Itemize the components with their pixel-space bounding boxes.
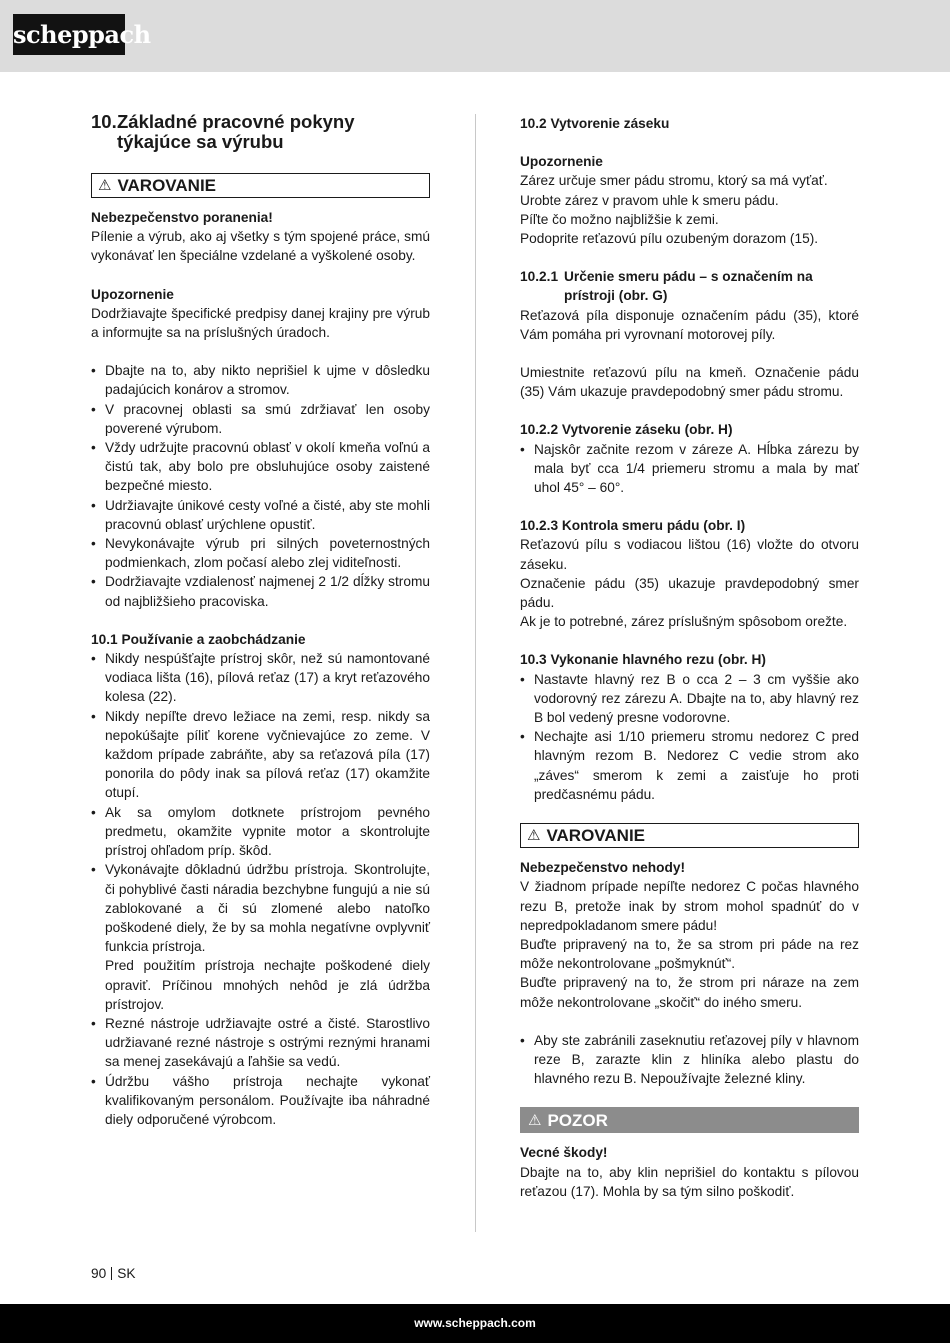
- list-item: • Ak sa omylom dotknete prístrojom pevného predmetu, okamžite vypnite motor a skontrolujte prístroj ohľadom príp. škôd.: [91, 803, 430, 861]
- scheppach-logo: scheppach: [13, 14, 125, 55]
- language-code: SK: [117, 1266, 136, 1281]
- header-bar: [0, 0, 950, 72]
- maintenance-text-2: Pred použitím prístroja nechajte poškodené diely opraviť. Príčinou mnohých nehôd je zlá údržba prístrojov.: [105, 958, 430, 1012]
- accident-heading: Nebezpečenstvo nehody!: [520, 860, 686, 876]
- note-text: Dodržiavajte špecifické predpisy danej krajiny pre výrub a informujte sa na príslušných úradoch.: [91, 305, 430, 341]
- warning-label: VAROVANIE: [546, 825, 645, 845]
- caution-label: POZOR: [547, 1110, 608, 1130]
- paragraph: Označenie pádu (35) ukazuje pravdepodobný smer pádu.: [520, 575, 859, 611]
- warning-triangle-icon: ⚠: [527, 826, 541, 844]
- section-10-2-2-heading: 10.2.2 Vytvorenie záseku (obr. H): [520, 422, 733, 438]
- maintenance-text: Vykonávajte dôkladnú údržbu prístroja. Skontrolujte, či pohyblivé časti náradia bezchybne fungujú a nie sú zablokované a či sú zlomené alebo natoľko poškodené diely, že by sa mohla negatívne ovplyvniť funkcia prístroja.: [105, 862, 430, 955]
- section-10-2-1-heading: [520, 267, 859, 305]
- note-line: Píľte čo možno najbližšie k zemi.: [520, 211, 719, 227]
- section-number: 10.: [91, 111, 117, 132]
- left-column: [91, 112, 430, 1129]
- section-10-3-heading: 10.3 Vykonanie hlavného rezu (obr. H): [520, 652, 766, 668]
- note-heading: Upozornenie: [91, 286, 174, 302]
- list-item: [91, 860, 430, 1014]
- section-10-2-3-heading: 10.2.3 Kontrola smeru pádu (obr. I): [520, 518, 746, 534]
- damage-heading: Vecné škody!: [520, 1145, 608, 1161]
- damage-text: Dbajte na to, aby klin neprišiel do kontaktu s pílovou reťazou (17). Mohla by sa tým silno poškodiť.: [520, 1164, 859, 1199]
- paragraph: V žiadnom prípade nepíľte nedorez C počas hlavného rezu B, pretože inak by strom mohol spadnúť do v nepredpokladanom smere pádu!: [520, 879, 859, 933]
- note-line: Podoprite reťazovú pílu ozubeným dorazom (15).: [520, 231, 819, 247]
- note-line: Zárez určuje smer pádu stromu, ktorý sa má vyťať.: [520, 173, 828, 189]
- section-10-1-heading: 10.1 Používanie a zaobchádzanie: [91, 631, 306, 647]
- notch-list: [520, 440, 859, 498]
- warning-triangle-icon: ⚠: [98, 176, 112, 194]
- list-item: • V pracovnej oblasti sa smú zdržiavať len osoby poverené výrubom.: [91, 400, 430, 438]
- note-heading: Upozornenie: [520, 154, 603, 170]
- list-item: • Dodržiavajte vzdialenosť najmenej 2 1/2 dĺžky stromu od najbližšieho pracoviska.: [91, 572, 430, 610]
- right-column: [520, 112, 859, 1201]
- page-number: 90: [91, 1266, 107, 1281]
- warning-triangle-icon: ⚠: [528, 1111, 542, 1129]
- list-item: • Nikdy nespúšťajte prístroj skôr, než sú namontované vodiaca lišta (16), pílová reťaz (17) a kryt reťazového kolesa (22).: [91, 649, 430, 707]
- injury-text: Pílenie a výrub, ako aj všetky s tým spojené práce, smú vykonávať len špeciálne vzdelané a vyškolené osoby.: [91, 229, 430, 264]
- list-item: • Nastavte hlavný rez B o cca 2 – 3 cm vyššie ako vodorovný rez zárezu A. Dbajte na to, aby hlavný rez B bol vedený presne vodorovne.: [520, 670, 859, 728]
- list-item: • Nikdy nepíľte drevo ležiace na zemi, resp. nikdy sa nepokúšajte píliť korene vyčnievajúce zo zeme. V každom prípade zabráňte, aby sa reťazová píla (17) ponorila do pôdy inak sa pílová reťaz (17) okamžite otupí.: [91, 707, 430, 803]
- usage-list: [91, 649, 430, 1129]
- list-item: • Dbajte na to, aby nikto neprišiel k ujme v dôsledku padajúcich konárov a stromov.: [91, 361, 430, 399]
- list-item: • Nevykonávajte výrub pri silných poveternostných podmienkach, zlom počasí alebo zlej viditeľnosti.: [91, 534, 430, 572]
- wedge-list: [520, 1031, 859, 1089]
- paragraph: Buďte pripravený na to, že sa strom pri páde na rez môže nekontrolovane „pošmyknúť“.: [520, 936, 859, 972]
- note-line: Urobte zárez v pravom uhle k smeru pádu.: [520, 192, 779, 208]
- paragraph: Reťazová píla disponuje označením pádu (35), ktoré Vám pomáha pri vyrovnaní motorovej píly.: [520, 307, 859, 342]
- footer-bar: [0, 1304, 950, 1343]
- paragraph: Ak je to potrebné, zárez príslušným spôsobom orežte.: [520, 614, 848, 630]
- list-item: • Rezné nástroje udržiavajte ostré a čisté. Starostlivo udržiavané rezné nástroje s ostrými reznými hranami sa menej zasekávajú a ľahšie sa vedú.: [91, 1014, 430, 1072]
- section-10-2-heading: 10.2 Vytvorenie záseku: [520, 116, 670, 131]
- section-title-text: Základné pracovné pokyny týkajúce sa výrubu: [117, 111, 355, 152]
- footer-separator: [111, 1267, 112, 1280]
- list-item: • Údržbu vášho prístroja nechajte vykonať kvalifikovaným personálom. Používajte iba náhradné diely odporučené výrobcom.: [91, 1072, 430, 1130]
- warning-box: [91, 173, 430, 198]
- section-10-title: [91, 112, 430, 152]
- list-item: • Udržiavajte únikové cesty voľné a čisté, aby ste mohli pracovnú oblasť urýchlene opustiť.: [91, 496, 430, 534]
- page-footer: [91, 1266, 136, 1281]
- injury-heading: Nebezpečenstvo poranenia!: [91, 210, 273, 225]
- main-cut-list: [520, 670, 859, 804]
- paragraph: Umiestnite reťazovú pílu na kmeň. Označenie pádu (35) Vám ukazuje pravdepodobný smer pádu stromu.: [520, 365, 859, 400]
- warning-label: VAROVANIE: [117, 175, 216, 195]
- website-link[interactable]: www.scheppach.com: [414, 1316, 536, 1330]
- column-divider: [475, 114, 476, 1232]
- list-item: • Aby ste zabránili zaseknutiu reťazovej píly v hlavnom reze B, zarazte klin z hliníka alebo plastu do hlavného rezu B. Nepoužívajte železné kliny.: [520, 1031, 859, 1089]
- paragraph: Reťazovú pílu s vodiacou lištou (16) vložte do otvoru záseku.: [520, 537, 859, 572]
- warning-box: [520, 823, 859, 848]
- section-number: 10.2.1: [520, 269, 559, 285]
- caution-box: [520, 1107, 859, 1133]
- list-item: • Najskôr začnite rezom v záreze A. Hĺbka zárezu by mala byť cca 1/4 priemeru stromu a mala by mať uhol 45° – 60°.: [520, 440, 859, 498]
- paragraph: Buďte pripravený na to, že strom pri náraze na zem môže nekontrolovane „skočiť“ do iného smeru.: [520, 975, 859, 1010]
- list-item: • Vždy udržujte pracovnú oblasť v okolí kmeňa voľnú a čistú tak, aby bolo pre obsluhujúce osoby zaistené bezpečné miesto.: [91, 438, 430, 496]
- section-title-text: Určenie smeru pádu – s označením na prístroji (obr. G): [564, 269, 813, 304]
- safety-list: [91, 361, 430, 611]
- list-item: • Nechajte asi 1/10 priemeru stromu nedorez C pred hlavným rezom B. Nedorez C vedie strom ako „záves“ smerom k zemi a zaisťuje ho proti predčasnému pádu.: [520, 727, 859, 804]
